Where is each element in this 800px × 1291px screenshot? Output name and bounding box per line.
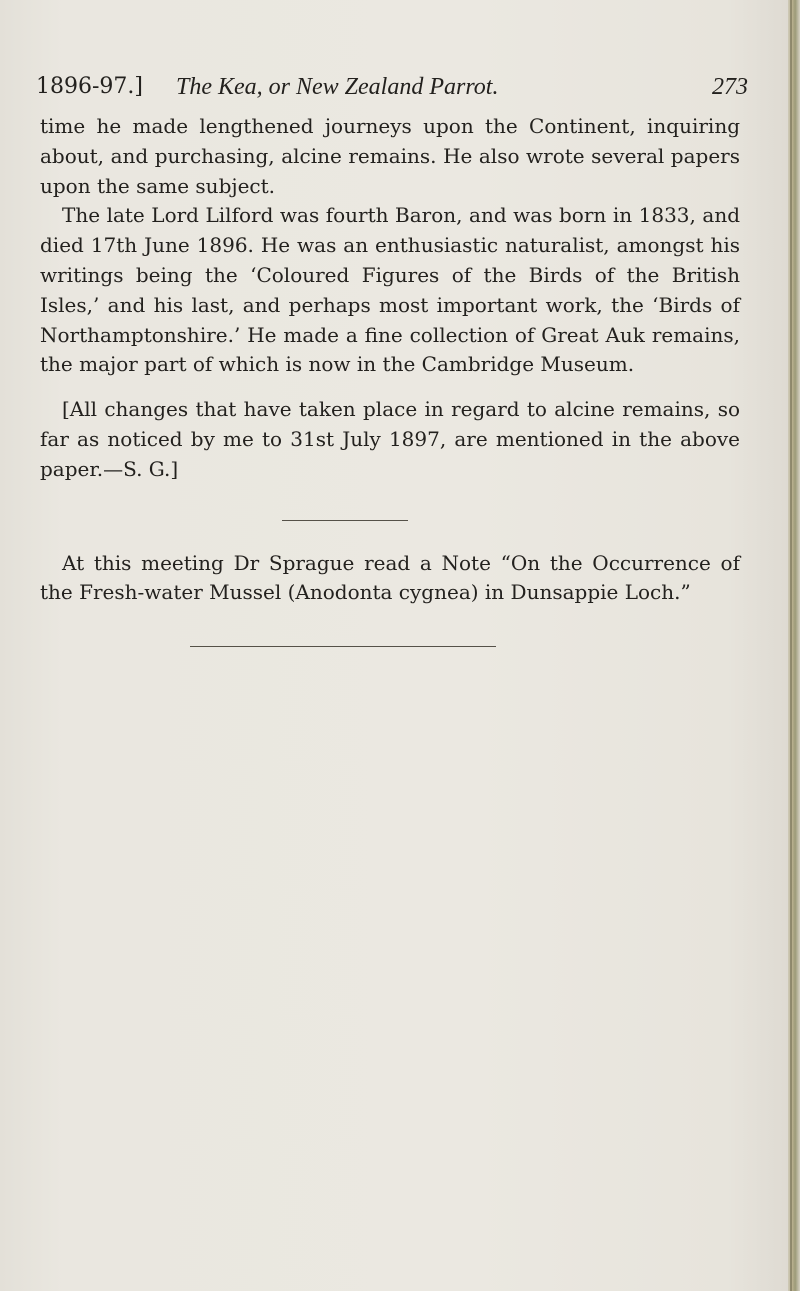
paragraph-editorial-note: [All changes that have taken place in regard to alcine remains, so far as noticed by me to 31st July 1897, are mentioned in the above paper.—S. G.]: [40, 397, 740, 481]
page-number: 273: [712, 74, 748, 100]
page-edge-line: [790, 0, 792, 1291]
end-rule: [190, 646, 496, 647]
paragraph-continuation: time he made lengthened journeys upon the Continent, inquiring about, and purchasing, alcine remains. He also wrote several papers upon the same subject.: [40, 114, 740, 198]
header-title: The Kea, or New Zealand Parrot.: [176, 74, 499, 100]
running-header: [36, 74, 748, 106]
section-spacer: [40, 485, 740, 549]
section-divider: [282, 520, 408, 521]
paragraph-lilford: The late Lord Lilford was fourth Baron, and was born in 1833, and died 17th June 1896. He was an enthusiastic naturalist, amongst his writings being the ‘Coloured Figures of the Birds of the British Isles,’ and his last, and perhaps most important work, the ‘Birds of Northamptonshire.’ He made a fine collection of Great Auk remains, the major part of which is now in the Cambridge Museum.: [40, 203, 740, 377]
paragraph-sprague-note: At this meeting Dr Sprague read a Note “On the Occurrence of the Fresh-water Mussel (Anodonta cygnea) in Dunsappie Loch.”: [40, 550, 740, 605]
body-text: [40, 112, 740, 608]
header-year: 1896-97.]: [36, 74, 143, 99]
